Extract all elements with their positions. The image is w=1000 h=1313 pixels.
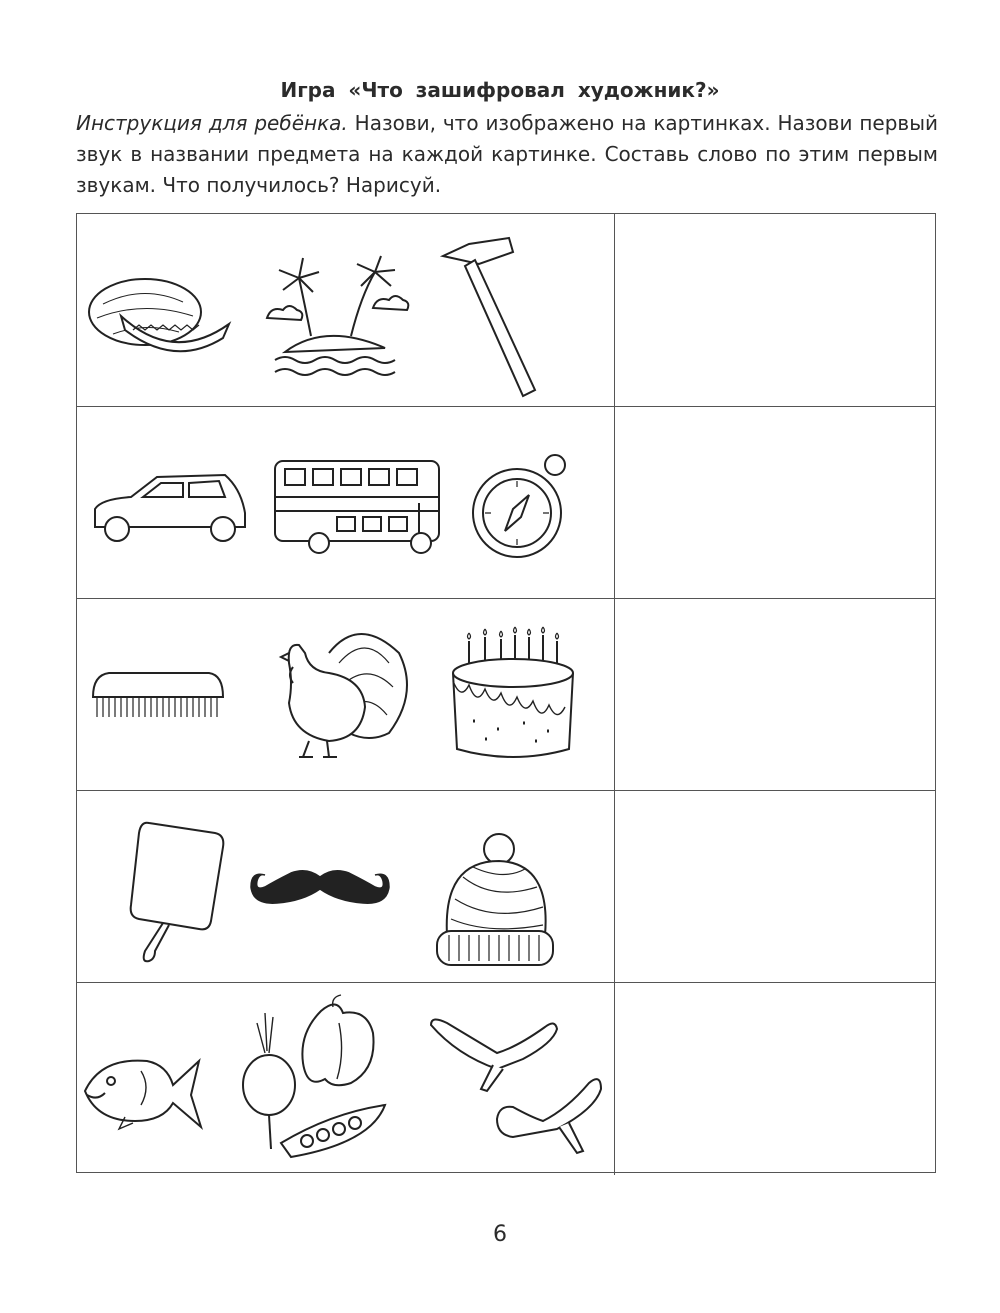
puzzle-grid — [76, 213, 936, 1173]
picture-cell — [77, 214, 615, 406]
puzzle-row-4 — [77, 790, 935, 983]
melon-icon — [83, 274, 235, 364]
car-icon — [91, 473, 249, 543]
island-icon — [265, 256, 415, 386]
brush-icon — [89, 669, 227, 721]
instruction-lead: Инструкция для ребёнка. — [76, 111, 348, 135]
drawing-cell — [615, 214, 935, 406]
page-number: 6 — [493, 1222, 507, 1247]
compass-icon — [471, 451, 571, 561]
drawing-cell — [615, 983, 935, 1175]
instruction-text: Назови, что изображено на картинках. Назови первый звук в названии предмета на каждой картинке. Составь слово по этим первым звукам. Что получилось? Нарисуй. — [76, 111, 938, 197]
picture-cell — [77, 599, 615, 791]
picture-cell — [77, 983, 615, 1175]
bus-icon — [271, 457, 443, 557]
puzzle-row-5 — [77, 982, 935, 1175]
drawing-cell — [615, 407, 935, 599]
cake-icon — [449, 629, 577, 763]
drawing-cell — [615, 791, 935, 983]
picture-cell — [77, 407, 615, 599]
page-title: Игра «Что зашифровал художник?» — [280, 78, 720, 102]
vegetables-icon — [241, 993, 401, 1163]
turkey-icon — [269, 623, 415, 763]
picture-cell — [77, 791, 615, 983]
fish-icon — [81, 1051, 205, 1135]
hat-icon — [433, 831, 557, 975]
drawing-cell — [615, 599, 935, 791]
paddle-icon — [125, 819, 227, 965]
mustache-icon — [247, 865, 393, 917]
hammer-icon — [439, 234, 549, 400]
puzzle-row-2 — [77, 406, 935, 599]
shoes-icon — [427, 1013, 603, 1155]
puzzle-row-3 — [77, 598, 935, 791]
instruction — [76, 108, 938, 201]
puzzle-row-1 — [77, 214, 935, 406]
